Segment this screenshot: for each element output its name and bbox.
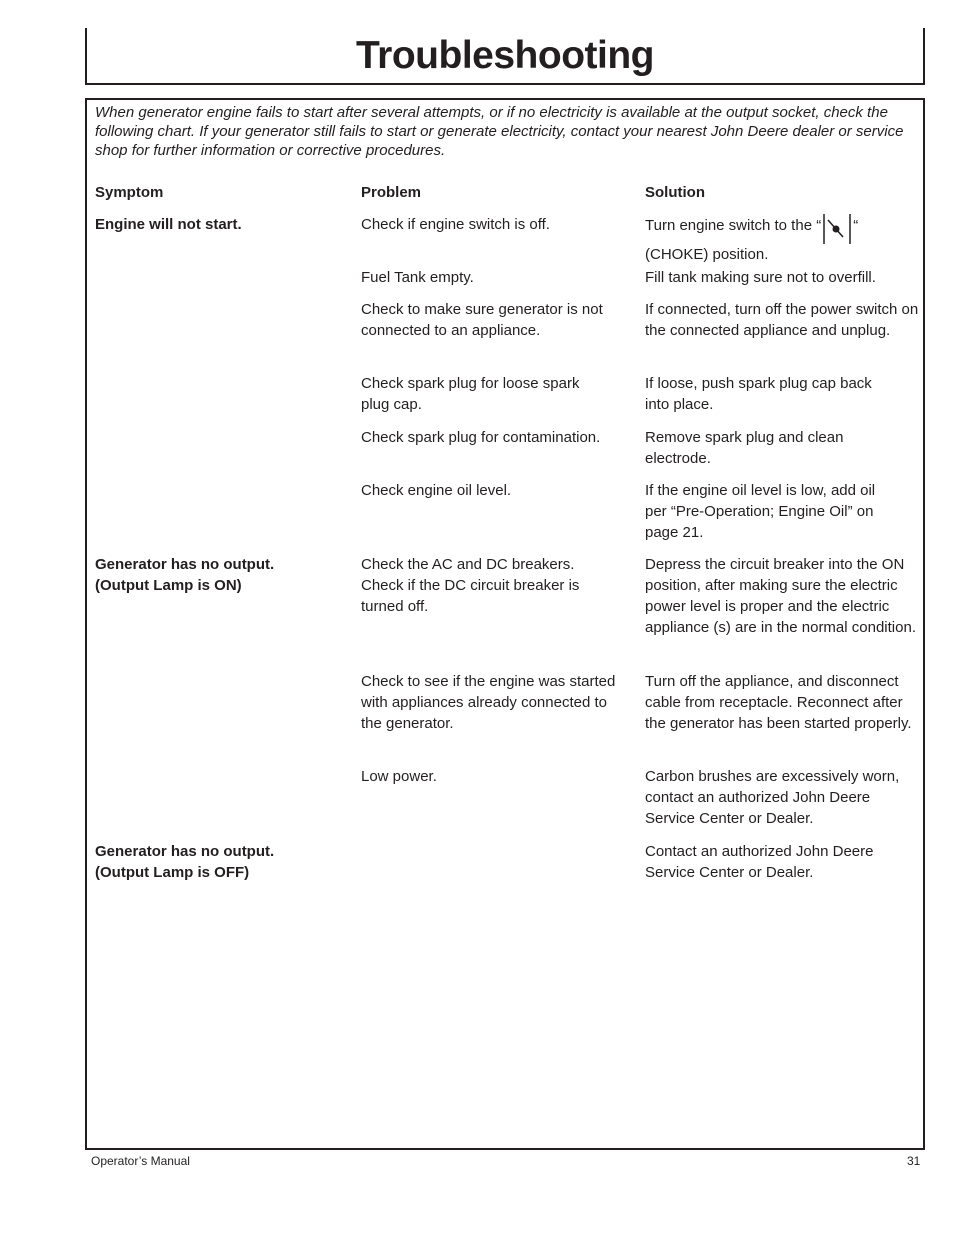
problem-cell: Low power. — [361, 768, 437, 785]
solution-cell: If connected, turn off the power switch on the connected appliance and unplug. — [645, 301, 919, 339]
problem-cell: Check if engine switch is off. — [361, 216, 550, 233]
problem-cell: Check to make sure generator is not connected to an appliance. — [361, 301, 603, 339]
problem-cell: Check to see if the engine was started with appliances already connected to the generator. — [361, 673, 616, 732]
symptom-cell — [95, 554, 350, 596]
choke-switch-icon — [822, 214, 852, 244]
footer-manual-name: Operator’s Manual — [91, 1154, 190, 1168]
solution-cell: Carbon brushes are excessively worn, contact an authorized John Deere Service Center or Dealer. — [645, 768, 900, 827]
solution-text-post: “ (CHOKE) position. — [645, 217, 859, 263]
solution-cell: Contact an authorized John Deere Service Center or Dealer. — [645, 843, 874, 881]
symptom-line: (Output Lamp is ON) — [95, 577, 242, 594]
symptom-line: Generator has no output. — [95, 556, 275, 573]
solution-cell: Fill tank making sure not to overfill. — [645, 269, 876, 286]
page-number: 31 — [907, 1154, 921, 1168]
solution-cell: If loose, push spark plug cap back into place. — [645, 375, 872, 413]
header-problem: Problem — [361, 184, 422, 201]
solution-cell: Remove spark plug and clean electrode. — [645, 429, 844, 467]
intro-text: When generator engine fails to start after several attempts, or if no electricity is available at the output socket, check the following chart. If your generator still fails to start or generate electricity, contact your nearest John Deere dealer or service shop for further information or corrective procedures. — [95, 104, 904, 159]
page-title: Troubleshooting — [356, 34, 654, 77]
header-symptom: Symptom — [95, 184, 164, 201]
header-solution: Solution — [645, 184, 705, 201]
symptom-cell — [95, 841, 350, 883]
solution-text-pre: Turn engine switch to the “ — [645, 217, 822, 234]
solution-cell: If the engine oil level is low, add oil per “Pre-Operation; Engine Oil” on page 21. — [645, 482, 876, 541]
problem-cell: Check the AC and DC breakers. Check if the DC circuit breaker is turned off. — [361, 556, 580, 615]
problem-cell: Check spark plug for loose spark plug cap. — [361, 375, 580, 413]
problem-cell: Fuel Tank empty. — [361, 269, 474, 286]
title-box — [85, 28, 925, 85]
symptom-line: Generator has no output. — [95, 843, 275, 860]
solution-cell: Depress the circuit breaker into the ON position, after making sure the electric power level is proper and the electric appliance (s) are in the normal condition. — [645, 556, 916, 636]
solution-cell — [645, 214, 920, 265]
symptom-cell: Engine will not start. — [95, 216, 242, 233]
symptom-line: (Output Lamp is OFF) — [95, 864, 250, 881]
problem-cell: Check spark plug for contamination. — [361, 429, 601, 446]
solution-cell: Turn off the appliance, and disconnect cable from receptacle. Reconnect after the generator has been started properly. — [645, 673, 912, 732]
problem-cell: Check engine oil level. — [361, 482, 512, 499]
